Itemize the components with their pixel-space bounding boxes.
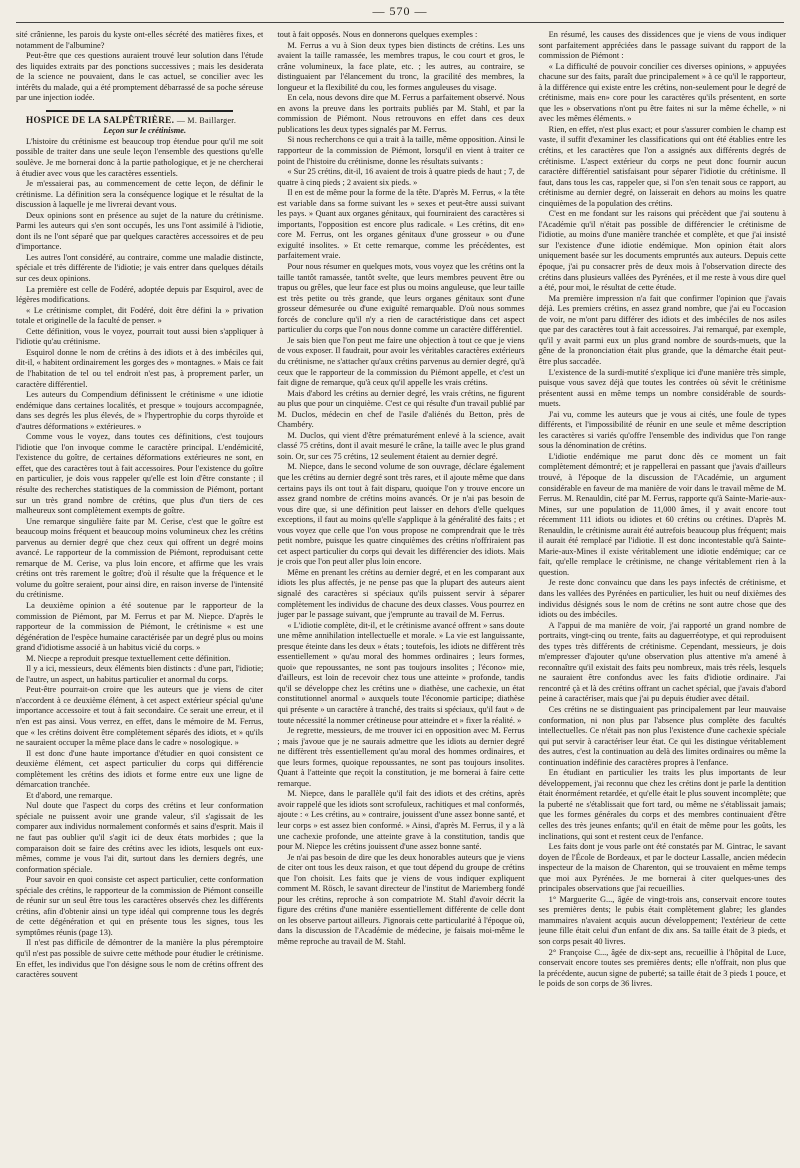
paragraph: Même en prenant les crétins au dernier degré, et en les comparant aux idiots les plus affectés, je ne pense pas que la plupart des auteurs aient signalé des caractères si spéciaux qu'ils puissent servir à séparer complètement les individus de chacune des deux classes. Vous pourrez en juger par le passage suivant, que j'emprunte au travail de M. Ferrus. <box>277 567 525 620</box>
paragraph: L'idiotie endémique me parut donc dès ce moment un fait complètement démontré; et je rappellerai en passant que j'avais d'ailleurs trouvé, à l'époque de la discussion de l'Académie, un argument considérable en faveur de ma manière de voir dans le travail même de M. Ferrus. M. Renauldin, cité par M. Ferrus, rapporte qu'à Sainte-Marie-aux-Mines, sur une population de 11,000 âmes, il y avait encore tout récemment 111 idiots ou idiotes et 60 crétins ou crétines. D'après M. Renauldin, le crétinisme aurait été autrefois beaucoup plus fréquent; mais il aurait été remplacé par l'idiotie. Il est donc incontestable qu'à Sainte-Marie-aux-Mines il existe véritablement une idiotie endémique; car ce fait, qu'elle remplace le crétinisme, ne change véritablement rien à la question. <box>538 451 786 577</box>
previous-article-end <box>16 30 263 104</box>
paragraph: Je regrette, messieurs, de me trouver ici en opposition avec M. Ferrus ; mais j'avoue que je ne saurais admettre que les idiots au dernier degré ne diffèrent très essentiellement qu'au moral des hommes ordinaires, et que leurs formes, quoique repoussantes, ne sont pas toujours insolites. Quant à l'atteinte que reçoit la constitution, je me bornerai à faire cette remarque. <box>277 726 525 788</box>
paragraph: Deux opinions sont en présence au sujet de la nature du crétinisme. Parmi les auteurs qui s'en sont occupés, les uns l'ont assimilé à l'idiotie, dont ils ne l'ont séparé que par quelques caractères accessoires et de peu d'importance. <box>16 210 264 252</box>
paragraph: Je sais bien que l'on peut me faire une objection à tout ce que je viens de vous exposer. Il faudrait, pour avoir les véritables caractères extérieurs du crétinisme, ne s'attacher qu'aux crétins parvenus au dernier degré, qu'à ceux que le rapporteur de la commission du Piémont appelle, et c'est un fait digne de remarque, qu'à ceux qu'il appelle les vrais crétins. <box>277 335 525 388</box>
paragraph: Il est donc d'une haute importance d'étudier en quoi consistent ce deuxième élément, cet aspect particulier du corps qui différencie complètement les crétins des idiots et forme entre eux une ligne de démarcation tranchée. <box>16 748 264 790</box>
paragraph: Pour savoir en quoi consiste cet aspect particulier, cette conformation spéciale des crétins, le rapporteur de la commission de Piémont conseille de réunir sur un seul être tous les caractères observés chez les différents crétins, afin d'obtenir ainsi un type idéal qui comprenne tous les degrés de cette dégénération et qui en présente tous les signes, tous les symptômes réunis (page 13). <box>16 875 264 937</box>
paragraph: Comme vous le voyez, dans toutes ces définitions, c'est toujours l'idiotie que l'on invoque comme le caractère principal. L'endémicité, l'existence du goître, de certaines déformations extérieures ne sont, en effet, que des caractères tout à fait accessoires. Pour l'existence du goître en particulier, je dois vous rappeler qu'elle est loin d'être constante ; il résulte des recherches statistiques de la commission de Piémont, portant sur un très grand nombre de crétins, que plus d'un tiers de ces malheureux sont complètement exempts de goître. <box>16 432 264 516</box>
paragraph: M. Ferrus a vu à Sion deux types bien distincts de crétins. Les uns avaient la taille ramassée, les membres trapus, le cou court et gros, le crâne volumineux, la face plate, etc. ; les autres, au contraire, se distinguaient par l'élancement du tronc, la gracilité des membres, la longueur et la flexibilité du cou, les formes anguleuses du visage. <box>277 40 525 92</box>
paragraph: Peut-être que ces questions auraient trouvé leur solution dans l'étude des liquides extraits par des ponctions successives ; mais les desiderata de la science ne pouvaient, dans le cas actuel, se concilier avec les intérêts du malade, qui a été promptement débarrassé de sa poche séreuse par une injection iodée. <box>16 51 264 103</box>
header-rule <box>16 22 784 23</box>
column-3 <box>539 30 786 1160</box>
lecture-title: Leçon sur le crétinisme. <box>103 126 187 136</box>
paragraph: En cela, nous devons dire que M. Ferrus a parfaitement observé. Nous en avons la preuve dans les portraits publiés par M. Stahl, et par la commission de Piémont. Nous retrouvons en effet dans ces deux publications les deux types signalés par M. Ferrus. <box>277 93 525 134</box>
paragraph: Il en est de même pour la forme de la tête. D'après M. Ferrus, « la tête est variable dans sa forme suivant les » sexes et peut-être aussi suivant les pays. » Quant aux organes génitaux, qui fourniraient des caractères si importants, l'opposition est encore plus radicale. « Les crétins, dit en» core M. Ferrus, ont les organes génitaux d'une grosseur » ou d'une exiguïté insolites. » Et cette remarque, comme les précédentes, est parfaitement vraie. <box>277 188 525 261</box>
paragraph: Nul doute que l'aspect du corps des crétins et leur conformation spéciale ne puissent avoir une grande valeur, s'il s'agissait de les comparer aux individus normalement conformés et sains d'esprit. Mais il ne faut pas oublier qu'il s'agit ici de deux états morbides ; que la comparaison doit se faire des crétins avec les idiots, lesquels ont eux-mêmes, comme je vous l'ai dit, surtout dans les derniers degrés, une conformation spéciale. <box>16 801 264 874</box>
paragraph: M. Duclos, qui vient d'être prématurément enlevé à la science, avait classé 75 crétins, dont il avait mesuré le crâne, la taille avec le plus grand soin. Or, sur ces 75 crétins, 12 seulement étaient au dernier degré. <box>277 430 525 461</box>
paragraph: L'histoire du crétinisme est beaucoup trop étendue pour qu'il me soit possible de traiter dans une seule leçon l'ensemble des questions qu'elle soulève. Je me bornerai donc à la partie pathologique, et je ne chercherai à étudier avec vous que les caractères essentiels. <box>16 136 264 178</box>
paragraph: A l'appui de ma manière de voir, j'ai rapporté un grand nombre de portraits, vingt-cinq ou trente, faits au daguerréotype, et qui reproduisent des types très différents de crétinisme. Cependant, messieurs, je dois m'empresser d'ajouter qu'une observation plus attentive m'a amené à reconnaître qu'il existait des faits peu nombreux, mais très réels, lesquels ne sauraient être confondus avec les faits d'idiotie ordinaire. J'ai rencontré çà et là des crétins offrant un cachet spécial, que j'avais d'abord peine à caractériser, mais que j'ai pu depuis étudier avec détail. <box>538 620 786 704</box>
paragraph: Et d'abord, une remarque. <box>26 790 113 800</box>
paragraph: C'est en me fondant sur les raisons qui précèdent que j'ai soutenu à l'Académie qu'il n'était pas possible de différencier le crétinisme de l'idiotie, au moins d'une manière tranchée et complète, et que j'ai insisté sur l'existence d'une idiotie endémique. Mon opinion était alors uniquement basée sur les documents empruntés aux auteurs. Depuis cette époque, j'ai pu consacrer près de deux mois à l'observation directe des crétins dans plusieurs vallées des Pyrénées, et il me reste à vous dire quel a été, pour moi, le résultat de cette étude. <box>538 209 786 293</box>
column-1-body <box>16 137 263 981</box>
paragraph: La première est celle de Fodéré, adoptée depuis par Esquirol, avec de légères modifications. <box>16 284 264 305</box>
paragraph: 1° Marguerite G..., âgée de vingt-trois ans, conservait encore toutes ses premières dents; le pubis était complètement glabre; les glandes mammaires n'avaient acquis aucun développement; l'extérieur de cette jeune fille était celui d'un enfant de dix ans. Sa taille était de 3 pieds, et son corps pesait 40 livres. <box>538 894 786 947</box>
paragraph: M. Niepce, dans le second volume de son ouvrage, déclare également que les crétins au dernier degré sont très rares, et il ajoute même que dans certains pays ils ont tout à fait disparu, quoique l'on y trouve encore un assez grand nombre de crétins moins avancés. Or je n'ai pas besoin de vous dire que, si une définition peut laisser en dehors d'elle quelques exceptions, il faut au moins qu'elle s'applique à la généralité des faits ; et vous voyez que celle que l'on vous propose ne comprendrait que le très petit nombre, puisque les quatre cinquièmes des crétins n'offriraient pas cet aspect particulier du corps qui devait les différencier des idiots. Mais je crois que l'on peut aller plus loin encore. <box>277 462 525 567</box>
paragraph: Les faits dont je vous parle ont été constatés par M. Gintrac, le savant doyen de l'École de Bordeaux, et par le docteur Lassalle, ancien médecin inspecteur de la maison de Charenton, qui se trouvaient en même temps que moi aux Pyrénées. Je me bornerai à citer quelques-unes des principales observations que j'ai recueillies. <box>538 842 786 894</box>
paragraph: Mais d'abord les crétins au dernier degré, les vrais crétins, ne figurent au plus que pour un cinquième. C'est ce qui résulte d'un travail publié par M. Duclos, médecin en chef de l'asile d'aliénés du Betton, près de Chambéry. <box>277 388 525 430</box>
section-author: — M. Baillarger. <box>176 115 237 125</box>
paragraph: Les auteurs du Compendium définissent le crétinisme « une idiotie endémique dans certaines localités, et presque » toujours accompagnée, dans ses degrés les plus élevés, de » l'hypertrophie du corps thyroïde et d'autres déformations » extérieures. » <box>16 390 264 431</box>
paragraph: Ces crétins ne se distinguaient pas principalement par leur mauvaise conformation, ni non plus par l'absence plus complète des facultés intellectuelles. Ce n'était pas non plus l'existence d'une cachexie spéciale qui put servir à caractériser leur état. Ce qui les distingue véritablement des autres, c'est la continuation au delà des limites ordinaires ou même la continuation indéfinie des caractères propres à l'enfance. <box>538 705 786 767</box>
paragraph: Ma première impression n'a fait que confirmer l'opinion que j'avais déjà. Les premiers crétins, en assez grand nombre, que j'ai eu l'occasion de voir, ne m'ont paru différer des idiots et des imbéciles de nos asiles que par des caractères tout à fait accessoires. J'ai remarqué, par exemple, qu'il y avait parmi eux un plus grand nombre de sourds-muets, que la gêne de la prononciation était plus grande, que la démarche était peut-être plus saccadée. <box>538 293 786 366</box>
paragraph: Je m'essaierai pas, au commencement de cette leçon, de définir le crétinisme. La définition sera la conséquence logique et le résultat de la discussion à laquelle je me livrerai devant vous. <box>16 179 264 210</box>
section-hospital: HOSPICE DE LA SALPÊTRIÈRE. <box>26 114 175 125</box>
paragraph: Cette définition, vous le voyez, pourrait tout aussi bien s'appliquer à l'idiotie qu'au crétinisme. <box>16 326 264 347</box>
paragraph: M. Niepce, dans le parallèle qu'il fait des idiots et des crétins, après avoir rappelé que les idiots sont scrofuleux, rachitiques et mal conformés, ajoute : « Les crétins, au » contraire, jouissent d'une assez bonne santé, et leur corps » est assez bien conformé. » Ainsi, d'après M. Ferrus, il y a là une cachexie profonde, une atteinte grave à la constitution, tandis que pour M. Niepce les crétins jouissent d'une assez bonne santé. <box>277 789 525 852</box>
paragraph: J'ai vu, comme les auteurs que je vous ai cités, une foule de types différents, et l'impossibilité de réunir en une seule et même description les caractères si variés qu'offre l'ensemble des individus que l'on range sous la dénomination de crétins. <box>538 409 786 451</box>
paragraph: Peut-être pourrait-on croire que les auteurs que je viens de citer n'accordent à ce deuxième élément, à cet aspect extérieur spécial qu'une importance accessoire et tout à fait secondaire. Ce serait une erreur, et il n'en est pas ainsi. Vous verrez, en effet, dans le mémoire de M. Ferrus, que « les crétins doivent être complètement séparés des idiots, et » qu'ils ne sauraient occuper la même place dans le cadre » nosologique. » <box>16 685 264 748</box>
paragraph: Pour nous résumer en quelques mots, vous voyez que les crétins ont la taille tantôt ramassée, tantôt svelte, que leurs membres peuvent être ou trapus ou grêles, que leur face est plus ou moins anguleuse, que leur taille est très petite ou très grande, que leurs organes génitaux sont d'une grosseur démesurée ou d'une exiguïté remarquable. D'où nous sommes forcés de conclure qu'il n'y a rien de caractéristique dans cet aspect particulier du corps que l'on nous donne comme un caractère différentiel. <box>277 262 525 335</box>
page-number: — 570 — <box>372 4 428 18</box>
paragraph: « L'idiotie complète, dit-il, et le crétinisme avancé offrent » sans doute une même annihilation intellectuelle et morale. » La vie est languissante, presque éteinte dans les deux » états ; toutefois, les idiots ne diffèrent très essentiellement » qu'au moral des hommes ordinaires ; leurs formes, quoi» que repoussantes, ne sont pas toujours insolites ; l'écono» mie, d'ailleurs, est loin de recevoir chez tous une atteinte » profonde, tandis qu'il se développe chez les crétins une » diathèse, une cachexie, un état constitutionnel anormal » auxquels toute l'économie participe; diathèse qui présente » un caractère à tranché, des traits si spéciaux, qu'il faut » de toute nécessité la nommer crétineuse pour atteindre et » fixer la réalité. » <box>277 620 525 725</box>
paragraph: Esquirol donne le nom de crétins à des idiots et à des imbéciles qui, dit-il, « habitent ordinairement les gorges des » montagnes. » Mais ce fait de l'habitation de tel ou tel endroit n'est pas, à proprement parler, un caractère différentiel. <box>16 347 264 389</box>
paragraph: 2° Françoise C..., âgée de dix-sept ans, recueillie à l'hôpital de Luce, conservait encore toutes ses premières dents; elle n'offrait, non plus que la précédente, aucun signe de puberté; sa taille était de 3 pieds 1 pouce, et le poids de son corps de 36 livres. <box>538 947 786 989</box>
paragraph: En étudiant en particulier les traits les plus importants de leur développement, j'ai reconnu que chez les crétins dont je parle la dentition était énormément retardée, et qu'elle était le plus souvent incomplète; que la puberté ne s'établissait que fort tard, ou même ne s'établissait jamais; que les formes générales du corps et des membres continuaient d'être celles des très jeunes enfants; qu'il en était de même pour les goûts, les inclinations, qui sont et restent ceux de l'enfance. <box>538 768 786 841</box>
paragraph: M. Niecpe a reproduit presque textuellement cette définition. <box>26 653 231 663</box>
paragraph: Les autres l'ont considéré, au contraire, comme une maladie distincte, spéciale et très différente de l'idiotie; je vais entrer dans quelques détails sur ces deux opinions. <box>16 252 264 284</box>
column-1 <box>16 30 263 1160</box>
paragraph: Une remarque singulière faite par M. Cerise, c'est que le goître est beaucoup moins fréquent et beaucoup moins volumineux chez les crétins parvenus au dernier degré que chez ceux qui offrent un degré moins avancé. Le rapporteur de la commission de Piémont, reproduisant cette remarque de M. Cerise, va plus loin encore, et affirme que les vrais crétins ont très rarement le goître; d'où il résulte que la fréquence et le volume du goître seraient, pour ainsi dire, en raison inverse de l'intensité du crétinisme. <box>16 516 264 600</box>
paragraph: « Sur 25 crétins, dit-il, 16 avaient de trois à quatre pieds de haut ; 7, de quatre à cinq pieds ; 2 avaient six pieds. » <box>277 167 525 187</box>
column-2 <box>277 30 524 1160</box>
paragraph: L'existence de la surdi-mutité s'explique ici d'une manière très simple, puisque vous savez déjà que toutes les contrées où sévit le crétinisme présentent aussi en même temps un nombre considérable de sourds-muets. <box>538 367 786 409</box>
paragraph: Si nous recherchons ce qui a trait à la taille, même opposition. Ainsi le rapporteur de la commission de Piémont, lorsqu'il en vient à traiter ce point de l'histoire du crétinisme, donne les résultats suivants : <box>277 135 525 166</box>
section-title <box>16 115 263 127</box>
paragraph: Je n'ai pas besoin de dire que les deux honorables auteurs que je viens de citer ont tous les deux raison, et que tout dépend du groupe de crétins que l'on choisit. Les faits que je viens de vous indiquer expliquent comment M. Rösch, le savant directeur de l'institut de Mariemberg fondé pour les crétins, reproche à son compatriote M. Stahl d'avoir décrit la figure des crétins d'une manière essentiellement différente de celle dont on les observe partout ailleurs. J'ignorais cette particularité à l'époque où, dans la discussion de l'Académie de médecine, je faisais moi-même le même reproche au travail de M. Stahl. <box>277 852 525 947</box>
article-separator <box>46 110 233 112</box>
paragraph: Rien, en effet, n'est plus exact; et pour s'assurer combien le champ est vaste, il suffit d'examiner les classifications qui ont été établies entre les crétins, et les caractères que l'on a assignés aux différents degrés de crétinisme. L'aspect extérieur du corps ne peut donc fournir aucun caractère différentiel satisfaisant pour séparer l'idiotie du crétinisme. Il faut, dans tous les cas, rappeler que, si l'on s'en tenait sous ce rapport, au crétinisme au dernier degré, on laisserait en dehors au moins les quatre cinquièmes de la population des crétins. <box>538 124 786 208</box>
paragraph: En résumé, les causes des dissidences que je viens de vous indiquer sont parfaitement appréciées dans le passage suivant du rapport de la commission de Piémont : <box>538 30 786 61</box>
paragraph: La deuxième opinion a été soutenue par le rapporteur de la commission de Piémont, par M. Ferrus et par M. Niepce. D'après le rapporteur de la commission de Piémont, le crétinisme « est une dégénération de l'espèce humaine caractérisée par un degré plus ou moins grand d'idiotisme associé à un habitus vicié du corps. » <box>16 600 264 653</box>
paragraph: tout à fait opposés. Nous en donnerons quelques exemples : <box>277 30 478 39</box>
text-columns <box>16 30 786 1160</box>
paragraph: « La difficulté de pouvoir concilier ces diverses opinions, » appuyées chacune sur des faits, paraît due principalement » à ce qu'il le rapporteur, à la différence qui existe entre les crétins, non-seulement pour le degré de crétinisme, mais en» core pour les caractères qu'ils présentent, en sorte que les » observations n'ont pu être faites ni sur la même échelle, » ni avec les mêmes éléments. » <box>538 61 786 124</box>
paragraph: « Le crétinisme complet, dit Fodéré, doit être défini la » privation totale et originelle de la faculté de penser. » <box>16 305 264 326</box>
paragraph: Il n'est pas difficile de démontrer de la manière la plus péremptoire qu'il n'est pas possible de suivre cette méthode pour étudier le crétinisme. En effet, les individus que l'on désigne sous le nom de crétins offrent des caractères souvent <box>16 938 264 980</box>
paragraph: Il y a ici, messieurs, deux éléments bien distincts : d'une part, l'idiotie; de l'autre, un aspect, un habitus particulier et anormal du corps. <box>16 664 264 684</box>
paragraph: Je reste donc convaincu que dans les pays infectés de crétinisme, et dans les vallées des Pyrénées en particulier, les huit ou neuf dixièmes des individus désignés sous le nom de crétins ne sont autre chose que des idiots ou des imbéciles. <box>538 578 786 620</box>
paragraph: sité crânienne, les parois du kyste ont-elles sécrété des matières fixes, et notamment de l'albumine? <box>16 30 264 50</box>
